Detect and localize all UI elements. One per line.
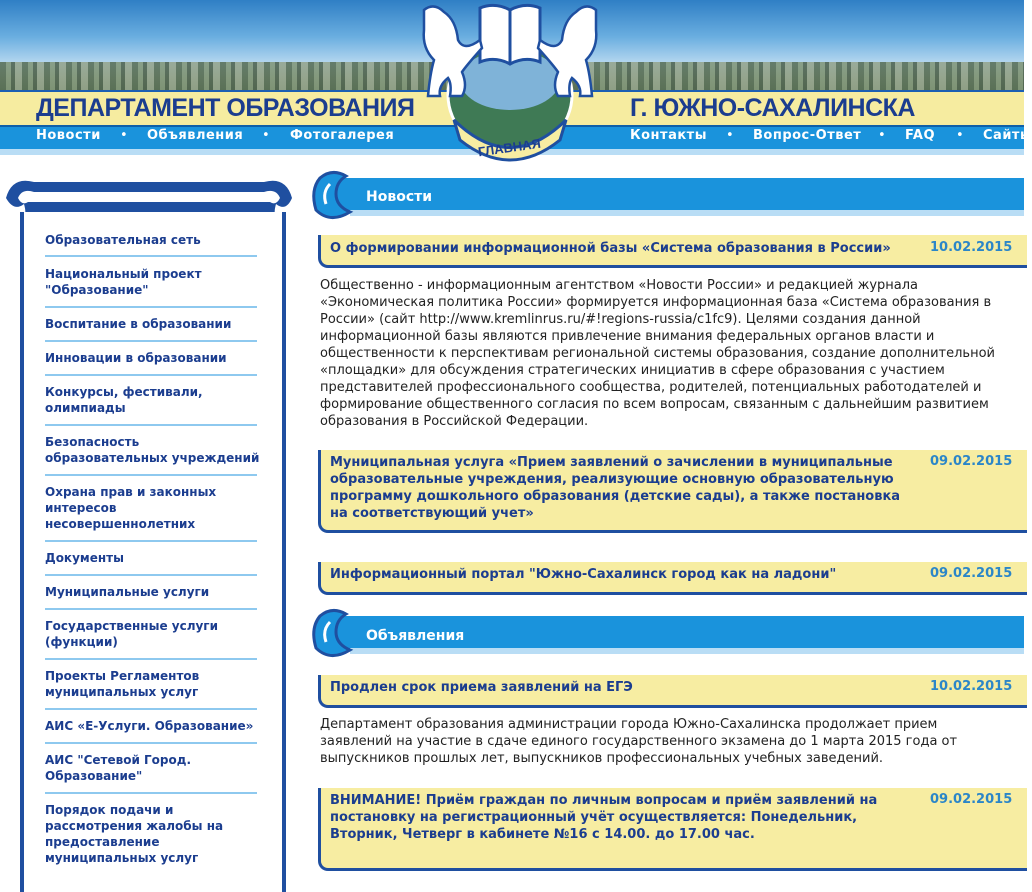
nav-link-sites[interactable]: Сайты — [983, 128, 1032, 143]
announcement-item-text: Департамент образования администрации города Южно-Сахалинска продолжает прием заявлений на участие в сдаче единого государственного экзамена до 1 марта 2015 года от выпускников прошлых лет, выпускников профессиональных учебных заведений. — [320, 717, 958, 766]
site-header — [0, 0, 1032, 170]
nav-link-contacts[interactable]: Контакты — [630, 128, 707, 143]
nav-separator: • — [262, 128, 270, 143]
nav-link-announcements[interactable]: Объявления — [147, 128, 244, 143]
sidebar-divider — [45, 742, 257, 744]
news-item-text: Общественно - информационным агентством «Новости России» и редакцией журнала «Экономическая политика России» формируется информационная база «Система образования в России» (сайт http://www.kremlinrus.ru/#!regions-russia/c1fc9). Целями создания данной информационной базы являются привлечение внимания федеральных органов власти и общественности к перспективам региональной системы образования, создание дополнительной «площадки» для обсуждения стратегических инициатив в сфере образования с участием представителей профессионального сообщества, родителей, потенциальных работодателей и формирование общественного согласия по всем вопросам, связанным с дальнейшим развитием образования в Российской Федерации. — [320, 278, 995, 429]
sidebar-item-documents[interactable]: Документы — [45, 551, 124, 565]
sidebar-item-national-project[interactable]: Национальный проект "Образование" — [45, 267, 202, 297]
sidebar-divider — [45, 306, 257, 308]
open-book-icon — [480, 5, 540, 64]
sidebar-item-education-network[interactable]: Образовательная сеть — [45, 233, 201, 247]
nav-separator: • — [726, 128, 734, 143]
sidebar-item-ais-network-city[interactable]: АИС "Сетевой Город. Образование" — [45, 753, 192, 783]
sidebar-item-state-services[interactable]: Государственные услуги (функции) — [45, 619, 218, 649]
sidebar-item-contests[interactable]: Конкурсы, фестивали, олимпиады — [45, 385, 203, 415]
sidebar-item-innovations[interactable]: Инновации в образовании — [45, 351, 227, 365]
site-title-right: Г. ЮЖНО-САХАЛИНСКА — [630, 94, 915, 122]
sidebar-divider — [45, 608, 257, 610]
news-item-title[interactable]: Муниципальная услуга «Прием заявлений о зачислении в муниципальные образовательные учреждения, реализующие основную образовательную программу дошкольного образования (детские сады), а также постановка на соответствующий учет» — [330, 455, 901, 521]
sidebar-item-municipal-services[interactable]: Муниципальные услуги — [45, 585, 210, 599]
nav-separator: • — [120, 128, 128, 143]
sidebar-item-regulation-drafts[interactable]: Проекты Регламентов муниципальных услуг — [45, 669, 200, 699]
announcements-section-title: Объявления — [366, 628, 465, 644]
sidebar-divider — [45, 424, 257, 426]
sidebar-divider — [45, 574, 257, 576]
announcement-item-title[interactable]: ВНИМАНИЕ! Приём граждан по личным вопросам и приём заявлений на постановку на регистрационный учёт осуществляется: Понедельник, Вторник, Четверг в кабинете №16 с 14.00. до 17.00 час. — [330, 793, 878, 842]
news-item-title[interactable]: О формировании информационной базы «Система образования в России» — [330, 241, 891, 256]
sidebar-divider — [45, 708, 257, 710]
home-link-label[interactable]: ГЛАВНАЯ — [477, 135, 542, 160]
sidebar-divider — [45, 474, 257, 476]
sidebar-divider — [45, 374, 257, 376]
news-item-date: 10.02.2015 — [930, 240, 1013, 255]
nav-link-faq[interactable]: FAQ — [905, 128, 936, 143]
sidebar-item-upbringing[interactable]: Воспитание в образовании — [45, 317, 232, 331]
sidebar-item-safety[interactable]: Безопасность образовательных учреждений — [45, 435, 260, 465]
sidebar-item-ais-e-services[interactable]: АИС «Е-Услуги. Образование» — [45, 719, 254, 733]
announcement-item-date: 10.02.2015 — [930, 679, 1013, 694]
sidebar-divider — [45, 340, 257, 342]
news-item-date: 09.02.2015 — [930, 454, 1013, 469]
site-title-left: ДЕПАРТАМЕНТ ОБРАЗОВАНИЯ — [36, 94, 415, 122]
sidebar-divider — [45, 540, 257, 542]
sidebar-item-minors-rights[interactable]: Охрана прав и законных интересов несовершеннолетних — [45, 485, 217, 531]
nav-link-news[interactable]: Новости — [36, 128, 101, 143]
nav-link-photogallery[interactable]: Фотогалерея — [290, 128, 395, 143]
nav-separator: • — [956, 128, 964, 143]
sidebar-item-complaint-procedure[interactable]: Порядок подачи и рассмотрения жалобы на предоставление муниципальных услуг — [45, 803, 224, 865]
announcement-item-title[interactable]: Продлен срок приема заявлений на ЕГЭ — [330, 680, 633, 695]
nav-link-qa[interactable]: Вопрос-Ответ — [753, 128, 862, 143]
home-emblem-link[interactable] — [410, 0, 610, 170]
announcement-item-date: 09.02.2015 — [930, 792, 1013, 807]
sidebar-divider — [45, 658, 257, 660]
news-item-title[interactable]: Информационный портал "Южно-Сахалинск город как на ладони" — [330, 567, 837, 582]
news-item-date: 09.02.2015 — [930, 566, 1013, 581]
sidebar-divider — [45, 792, 257, 794]
news-section-title: Новости — [366, 189, 433, 205]
nav-separator: • — [878, 128, 886, 143]
sidebar-divider — [45, 255, 257, 257]
